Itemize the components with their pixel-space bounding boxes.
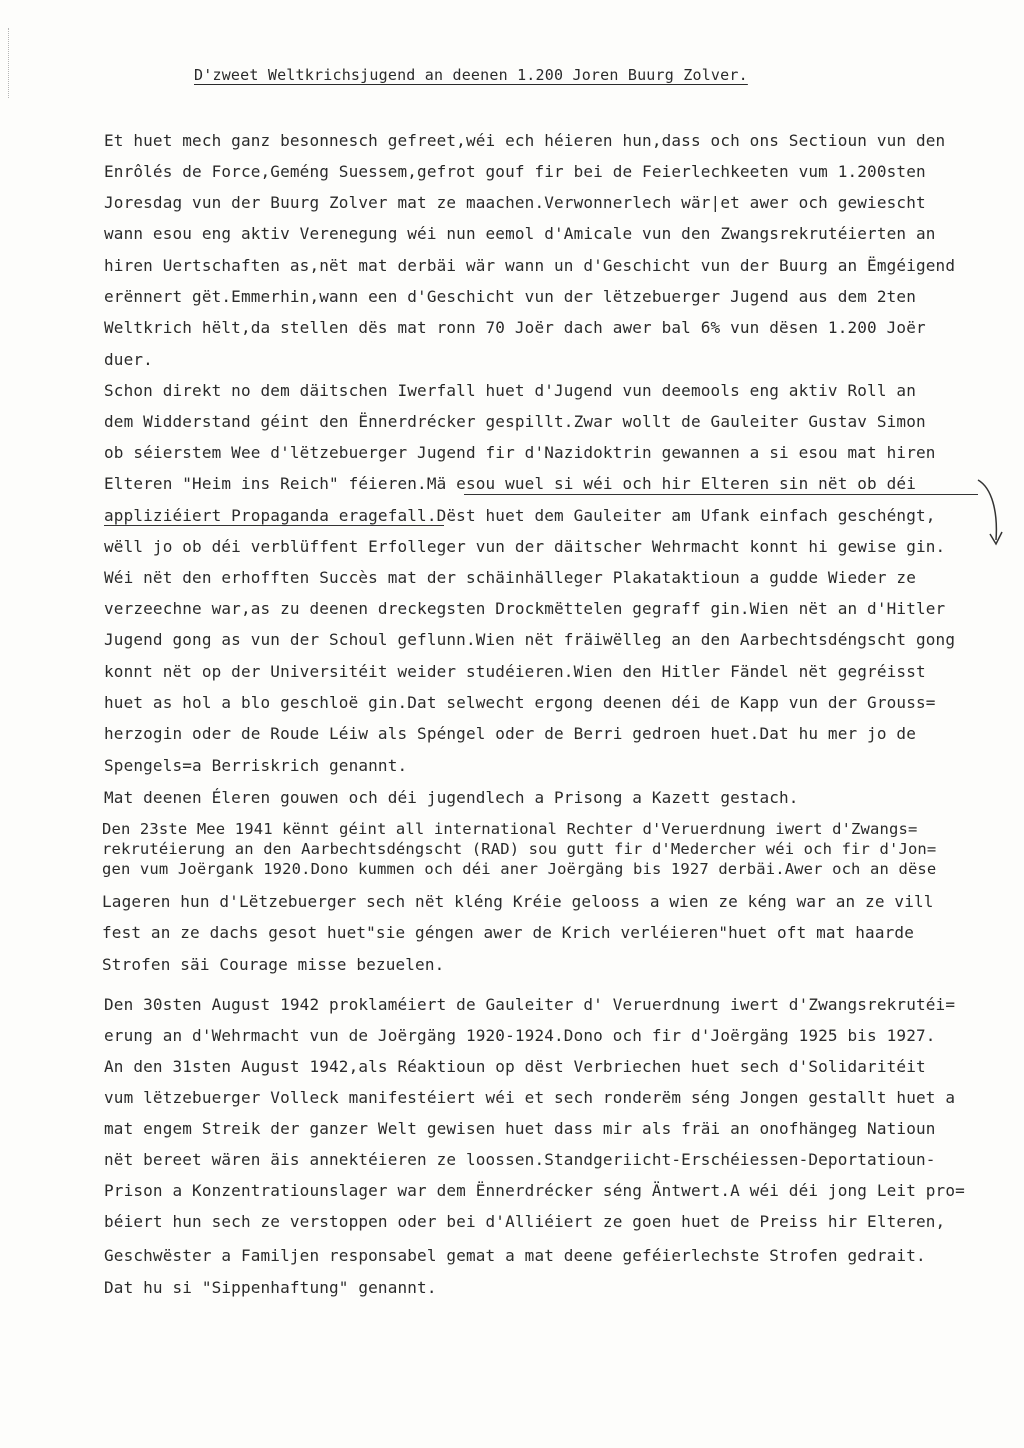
text-line: Wéi nët den erhofften Succès mat der schäinhälleger Plakataktioun a gudde Wieder ze	[104, 568, 916, 587]
text-line: Et huet mech ganz besonnesch gefreet,wéi ech héieren hun,dass och ons Sectioun vun den	[104, 131, 946, 150]
text-line: An den 31sten August 1942,als Réaktioun op dëst Verbriechen huet sech d'Solidaritéit	[104, 1057, 926, 1076]
text-line: wëll jo ob déi verblüffent Erfolleger vun der däitscher Wehrmacht konnt hi gewise gin.	[104, 537, 946, 556]
text-line: Dat hu si "Sippenhaftung" genannt.	[104, 1278, 437, 1297]
pen-underline	[464, 494, 978, 495]
text-line: erënnert gët.Emmerhin,wann een d'Geschicht vun der lëtzebuerger Jugend aus dem 2ten	[104, 287, 916, 306]
pen-arrow-icon	[972, 476, 1012, 556]
text-line: hiren Uertschaften as,nët mat derbäi wär wann un d'Geschicht vun der Buurg an Ëmgéigend	[104, 256, 956, 275]
margin-mark	[8, 28, 19, 98]
text-line: vum lëtzebuerger Volleck manifestéiert wéi et sech ronderëm séng Jongen gestallt huet a	[104, 1088, 956, 1107]
document-title: D'zweet Weltkrichsjugend an deenen 1.200 Joren Buurg Zolver.	[194, 66, 748, 84]
text-line: fest an ze dachs gesot huet"sie géngen awer de Krich verléieren"huet oft mat haarde	[102, 923, 914, 942]
text-line: wann esou eng aktiv Verenegung wéi nun eemol d'Amicale vun den Zwangsrekrutéierten an	[104, 224, 936, 243]
pen-underline	[104, 525, 444, 526]
text-line: erung an d'Wehrmacht vun de Joërgäng 1920-1924.Dono och fir d'Joërgäng 1925 bis 1927.	[104, 1026, 936, 1045]
text-line: Strofen säi Courage misse bezuelen.	[102, 955, 445, 974]
text-line: Enrôlés de Force,Geméng Suessem,gefrot gouf fir bei de Feierlechkeeten vum 1.200sten	[104, 162, 926, 181]
text-line: Spengels=a Berriskrich genannt.	[104, 756, 408, 775]
text-line: nët bereet wären äis annektéieren ze loossen.Standgeriicht-Erschéiessen-Deportatioun-	[104, 1150, 936, 1169]
text-line: huet as hol a blo geschloë gin.Dat selwecht ergong deenen déi de Kapp vun der Grouss=	[104, 693, 936, 712]
text-line: herzogin oder de Roude Léiw als Spéngel oder de Berri gedroen huet.Dat hu mer jo de	[104, 724, 916, 743]
text-line: konnt nët op der Universitéit weider studéieren.Wien den Hitler Fändel nët gegréisst	[104, 662, 926, 681]
text-line: Jugend gong as vun der Schoul geflunn.Wien nët fräiwëlleg an den Aarbechtsdéngscht gong	[104, 630, 956, 649]
text-line: béiert hun sech ze verstoppen oder bei d'Alliéiert ze goen huet de Preiss hir Elteren,	[104, 1212, 946, 1231]
text-line: ob séierstem Wee d'lëtzebuerger Jugend fir d'Nazidoktrin gewannen a si esou mat hiren	[104, 443, 936, 462]
text-line: Den 23ste Mee 1941 kënnt géint all international Rechter d'Veruerdnung iwert d'Zwangs=	[102, 820, 918, 838]
text-line: Den 30sten August 1942 proklaméiert de Gauleiter d' Veruerdnung iwert d'Zwangsrekrutéi=	[104, 995, 956, 1014]
text-line: Weltkrich hëlt,da stellen dës mat ronn 70 Joër dach awer bal 6% vun dësen 1.200 Joër	[104, 318, 926, 337]
text-line: rekrutéierung an den Aarbechtsdéngscht (RAD) sou gutt fir d'Medercher wéi och fir d'Jon=	[102, 840, 937, 858]
text-line: Schon direkt no dem däitschen Iwerfall huet d'Jugend vun deemools eng aktiv Roll an	[104, 381, 916, 400]
text-line: mat engem Streik der ganzer Welt gewisen huet dass mir als fräi an onofhängeg Natioun	[104, 1119, 936, 1138]
text-line: Mat deenen Éleren gouwen och déi jugendlech a Prisong a Kazett gestach.	[104, 788, 799, 807]
text-line: gen vum Joërgank 1920.Dono kummen och déi aner Joërgäng bis 1927 derbäi.Awer och an dëse	[102, 860, 937, 878]
text-line: Geschwëster a Familjen responsabel gemat a mat deene geféierlechste Strofen gedrait.	[104, 1246, 926, 1265]
text-line: Prison a Konzentratiounslager war dem Ënnerdrécker séng Äntwert.A wéi déi jong Leit pro=	[104, 1181, 965, 1200]
text-line: verzeechne war,as zu deenen dreckegsten Drockmëttelen gegraff gin.Wien nët an d'Hitler	[104, 599, 946, 618]
text-line: Lageren hun d'Lëtzebuerger sech nët kléng Kréie gelooss a wien ze kéng war an ze vill	[102, 892, 934, 911]
text-line: Elteren "Heim ins Reich" féieren.Mä esou wuel si wéi och hir Elteren sin nët ob déi	[104, 474, 916, 493]
text-line: duer.	[104, 350, 153, 369]
text-line: Joresdag vun der Buurg Zolver mat ze maachen.Verwonnerlech wär|et awer och gewiescht	[104, 193, 926, 212]
text-line: appliziéiert Propaganda eragefall.Dëst huet dem Gauleiter am Ufank einfach geschéngt,	[104, 506, 936, 525]
text-line: dem Widderstand géint den Ënnerdrécker gespillt.Zwar wollt de Gauleiter Gustav Simon	[104, 412, 926, 431]
